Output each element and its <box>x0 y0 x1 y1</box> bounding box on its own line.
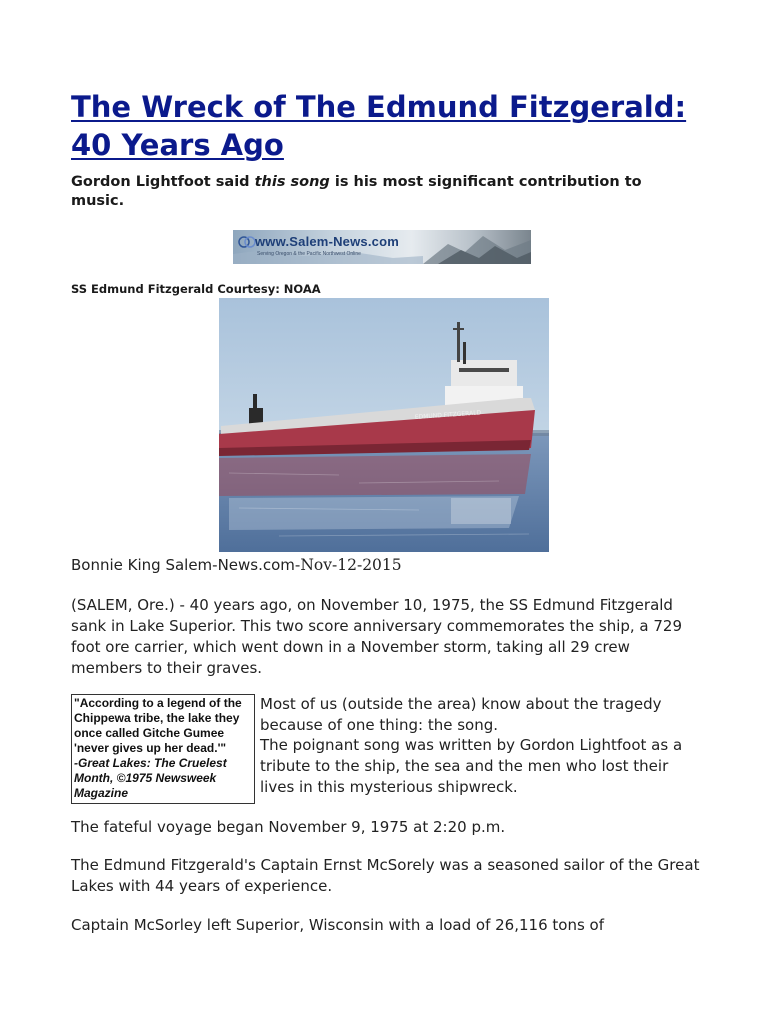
photo-caption: SS Edmund Fitzgerald Courtesy: NOAA <box>71 282 321 296</box>
paragraph-intro: (SALEM, Ore.) - 40 years ago, on November 10, 1975, the SS Edmund Fitzgerald sank in Lake Superior. This two score anniversary commemorates the ship, a 729 foot ore carrier, which went down in a November storm, taking all 29 crew members to their graves. <box>71 596 683 677</box>
article-title-link[interactable]: The Wreck of The Edmund Fitzgerald: 40 Years Ago <box>71 90 687 162</box>
pull-quote-source: -Great Lakes: The Cruelest Month, ©1975 Newsweek Magazine <box>74 756 227 800</box>
paragraph-voyage-start: The fateful voyage began November 9, 1975 at 2:20 p.m. <box>71 818 506 836</box>
paragraph-song-tragedy: Most of us (outside the area) know about the tragedy because of one thing: the song. <box>260 695 662 734</box>
ship-name-text: EDMUND FITZGERALD <box>414 409 482 421</box>
pull-quote-box <box>71 694 255 804</box>
article-title[interactable] <box>71 88 691 164</box>
pull-quote-text: "According to a legend of the Chippewa tribe, the lake they once called Gitche Gumee 'never gives up her dead.'" <box>74 696 242 755</box>
lede-emphasis: this song <box>254 174 330 190</box>
ship-photo <box>219 298 549 552</box>
byline-author: Bonnie King Salem-News.com- <box>71 556 301 574</box>
banner-tagline: Serving Oregon & the Pacific Northwest Online <box>257 251 361 257</box>
lede-text-end: is his most significant contribution to music. <box>71 174 642 209</box>
paragraph-captain: The Edmund Fitzgerald's Captain Ernst McSorely was a seasoned sailor of the Great Lakes with 44 years of experience. <box>71 856 700 895</box>
salem-news-banner[interactable] <box>233 230 531 264</box>
byline <box>71 556 402 574</box>
banner-logo-text: www.Salem-News.com <box>255 234 399 249</box>
byline-date: Nov-12-2015 <box>300 556 402 574</box>
article-lede <box>71 173 691 211</box>
banner-swirl-icon <box>237 235 257 249</box>
paragraph-departure: Captain McSorley left Superior, Wisconsin with a load of 26,116 tons of <box>71 916 604 934</box>
ship-photo-graphic <box>219 298 549 552</box>
paragraph-song-tribute: The poignant song was written by Gordon Lightfoot as a tribute to the ship, the sea and the men who lost their lives in this mysterious shipwreck. <box>260 736 683 796</box>
lede-text-start: Gordon Lightfoot said <box>71 174 255 190</box>
